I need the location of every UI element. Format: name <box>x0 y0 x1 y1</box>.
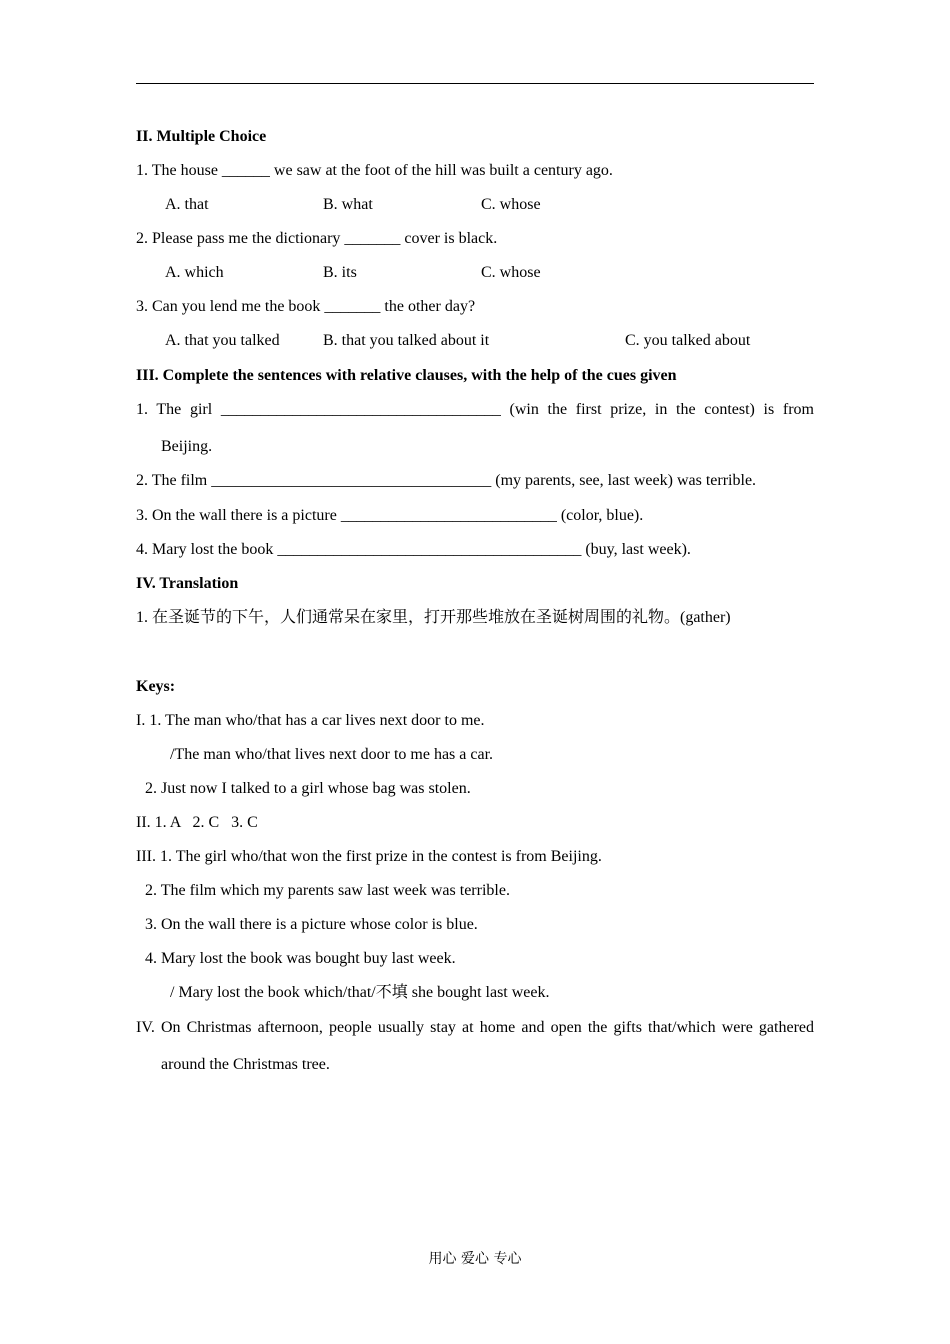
key-line: 2. Just now I talked to a girl whose bag was stolen. <box>145 780 471 797</box>
section-3-item-1: 1. The girl ___________________________________ (win the first prize, in the contest) is from <box>136 401 814 418</box>
section-4-item-1: 1. 在圣诞节的下午，人们通常呆在家里，打开那些堆放在圣诞树周围的礼物。(gather) <box>136 609 731 626</box>
key-line: I. 1. The man who/that has a car lives next door to me. <box>136 712 485 729</box>
section-3-item-1-continued: Beijing. <box>161 438 213 455</box>
page-footer: 用心 爱心 专心 <box>428 1251 522 1267</box>
question-3-option-b: B. that you talked about it <box>323 332 490 349</box>
header-rule <box>136 83 814 84</box>
section-3-item-4: 4. Mary lost the book ______________________________________ (buy, last week). <box>136 541 691 558</box>
key-line: 4. Mary lost the book was bought buy last week. <box>145 950 456 967</box>
question-1-stem: 1. The house ______ we saw at the foot of the hill was built a century ago. <box>136 162 613 179</box>
key-line: 2. The film which my parents saw last week was terrible. <box>145 882 510 899</box>
question-1-option-c: C. whose <box>481 196 541 213</box>
key-line: /The man who/that lives next door to me has a car. <box>170 746 494 763</box>
section-3-item-3: 3. On the wall there is a picture ___________________________ (color, blue). <box>136 507 644 524</box>
question-1-option-b: B. what <box>323 196 373 213</box>
key-line: / Mary lost the book which/that/不填 she bought last week. <box>170 984 550 1001</box>
key-line: around the Christmas tree. <box>161 1056 330 1073</box>
keys-heading: Keys: <box>136 678 176 695</box>
key-line: 3. On the wall there is a picture whose color is blue. <box>145 916 478 933</box>
key-line: II. 1. A 2. C 3. C <box>136 814 258 831</box>
section-3-heading: III. Complete the sentences with relative clauses, with the help of the cues given <box>136 367 677 384</box>
question-3-option-c: C. you talked about <box>625 332 751 349</box>
question-1-option-a: A. that <box>165 196 209 213</box>
question-2-stem: 2. Please pass me the dictionary _______ cover is black. <box>136 230 498 247</box>
question-2-option-a: A. which <box>165 264 224 281</box>
key-line: IV. On Christmas afternoon, people usually stay at home and open the gifts that/which were gathered <box>136 1019 814 1036</box>
section-4-heading: IV. Translation <box>136 575 239 592</box>
question-3-option-a: A. that you talked <box>165 332 280 349</box>
question-2-option-c: C. whose <box>481 264 541 281</box>
key-line: III. 1. The girl who/that won the first prize in the contest is from Beijing. <box>136 848 602 865</box>
question-2-option-b: B. its <box>323 264 357 281</box>
section-3-item-2: 2. The film ___________________________________ (my parents, see, last week) was terrible. <box>136 472 757 489</box>
section-2-heading: II. Multiple Choice <box>136 128 267 145</box>
question-3-stem: 3. Can you lend me the book _______ the other day? <box>136 298 476 315</box>
